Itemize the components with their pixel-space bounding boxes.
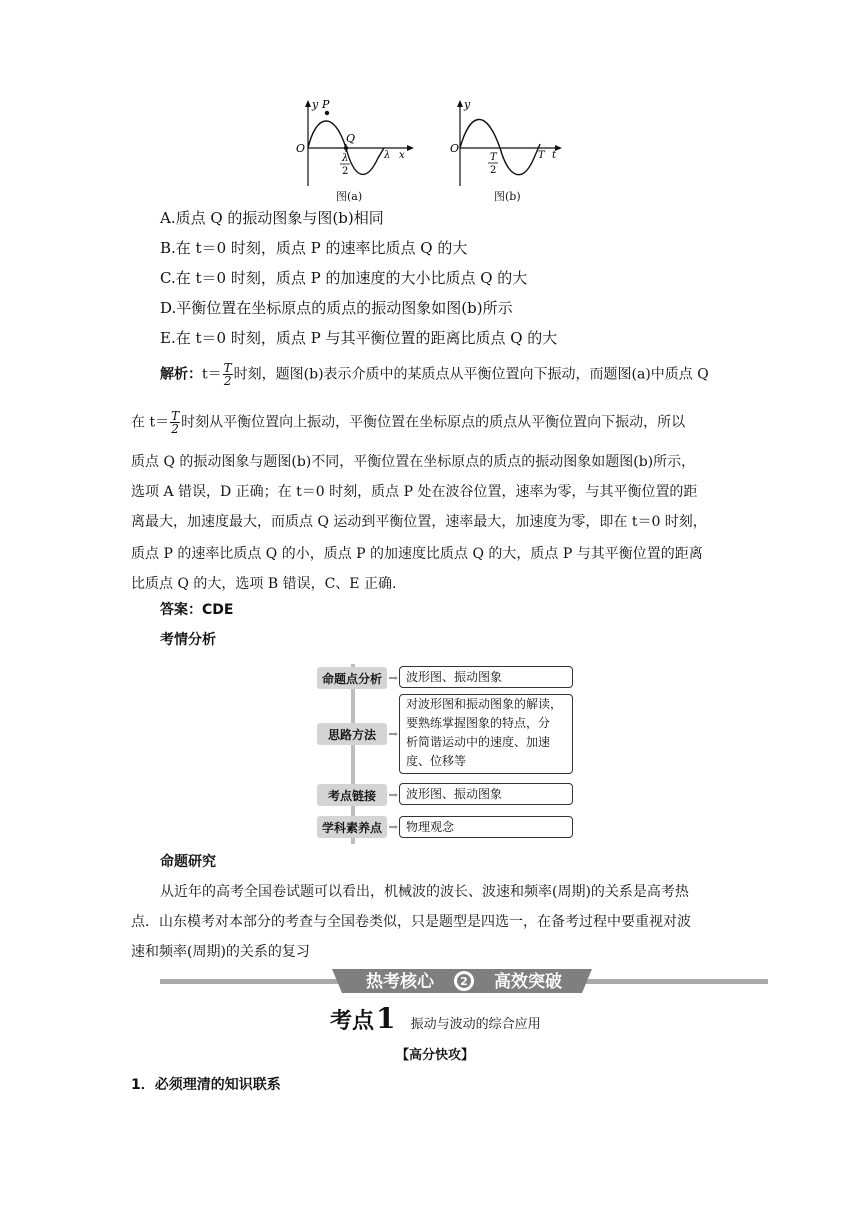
diagram-text-silu: 对波形图和振动图象的解读， 要熟练掌握图象的特点，分 析简谐运动中的速度、加速 度、位移等 — [399, 694, 573, 774]
fig-b-T-label: T — [538, 150, 545, 161]
fig-b-caption: 图(b) — [494, 190, 521, 203]
diagram-text-mingtidian: 波形图、振动图象 — [399, 666, 573, 688]
section-kaoqing: 考情分析 — [160, 632, 216, 648]
research-line-2: 点．山东模考对本部分的考查与全国卷类似，只是题型是四选一，在备考过程中要重视对波 — [131, 914, 691, 930]
fig-b-t-half-num: T — [490, 152, 497, 163]
fig-a-y-label: y — [312, 98, 319, 111]
fig-a-lambda-label: λ — [384, 150, 391, 161]
analysis-line-2: 在 t＝ $\frac{T}{2}$ 时刻从平衡位置向上振动，平衡位置在坐标原点的质点从平衡位置向下振动，所以 — [131, 409, 686, 436]
fig-a-origin-label: O — [296, 142, 306, 155]
research-line-1: 从近年的高考全国卷试题可以看出，机械波的波长、波速和频率(周期)的关系是高考热 — [160, 884, 689, 900]
fig-b-t-half-den: 2 — [490, 165, 497, 176]
fraction-t-half: $\frac{T}{2}$ — [223, 361, 232, 388]
diagram-text-kaodian: 波形图、振动图象 — [399, 783, 573, 805]
figure-b-vibration-graph — [448, 98, 568, 188]
arrow-icon — [389, 825, 398, 829]
analysis-line-7: 比质点 Q 的大，选项 B 错误，C、E 正确. — [131, 576, 397, 592]
diagram-label-mingtidian: 命题点分析 — [317, 667, 387, 689]
fig-a-q-label: Q — [346, 132, 356, 145]
diagram-label-kaodian: 考点链接 — [317, 784, 387, 806]
fig-b-y-label: y — [464, 98, 471, 111]
diagram-label-suyang: 学科素养点 — [317, 816, 387, 838]
kaodian-label: 考点 — [330, 1009, 375, 1034]
option-a: A.质点 Q 的振动图象与图(b)相同 — [160, 209, 384, 227]
arrow-icon — [389, 793, 398, 797]
kaodian-number: 1 — [376, 1002, 396, 1035]
analysis-line-3: 质点 Q 的振动图象与题图(b)不同，平衡位置在坐标原点的质点的振动图象如题图(b)所示， — [131, 454, 696, 470]
analysis-line-4: 选项 A 错误，D 正确；在 t＝0 时刻，质点 P 处在波谷位置，速率为零，与其平衡位置的距 — [131, 484, 698, 500]
option-e: E.在 t＝0 时刻，质点 P 与其平衡位置的距离比质点 Q 的大 — [160, 329, 558, 347]
fig-a-p-label: P — [322, 98, 330, 111]
fig-a-caption: 图(a) — [336, 190, 363, 203]
arrow-icon — [389, 676, 398, 680]
fig-a-lambda-half-num: λ — [342, 153, 349, 164]
section-mingti: 命题研究 — [160, 854, 216, 870]
item-1-heading: 1．必须理清的知识联系 — [131, 1077, 281, 1093]
analysis-label: 解析： — [160, 366, 202, 383]
research-line-3: 速和频率(周期)的关系的复习 — [131, 944, 310, 960]
analysis-line-5: 离最大，加速度最大，而质点 Q 运动到平衡位置，速率最大，加速度为零，即在 t＝0 时刻， — [131, 514, 707, 530]
gaofen-heading: 【高分快攻】 — [396, 1048, 475, 1063]
section-banner — [160, 968, 768, 994]
analysis-line-1: 解析：t＝ $\frac{T}{2}$ 时刻，题图(b)表示介质中的某质点从平衡位置向下振动，而题图(a)中质点 Q — [160, 361, 709, 388]
fig-a-x-label: x — [399, 150, 405, 161]
fig-b-origin-label: O — [450, 142, 460, 155]
fig-a-lambda-half-den: 2 — [342, 166, 349, 177]
arrow-icon — [389, 732, 398, 736]
figure-a-wave-graph — [290, 98, 420, 188]
analysis-line-6: 质点 P 的速率比质点 Q 的小，质点 P 的加速度比质点 Q 的大，质点 P 与其平衡位置的距离 — [131, 546, 703, 562]
diagram-label-silu: 思路方法 — [317, 723, 387, 745]
kaodian-heading — [330, 1002, 541, 1035]
diagram-text-suyang: 物理观念 — [399, 816, 573, 838]
kaodian-title: 振动与波动的综合应用 — [410, 1017, 541, 1032]
fig-b-t-label: t — [552, 150, 557, 161]
banner-right-text: 高效突破 — [494, 972, 562, 992]
banner-number: 2 — [460, 975, 468, 988]
fraction-t-half-2: $\frac{T}{2}$ — [171, 409, 180, 436]
answer-line: 答案：CDE — [160, 602, 234, 618]
option-c: C.在 t＝0 时刻，质点 P 的加速度的大小比质点 Q 的大 — [160, 269, 528, 287]
option-b: B.在 t＝0 时刻，质点 P 的速率比质点 Q 的大 — [160, 239, 468, 257]
banner-left-text: 热考核心 — [366, 972, 434, 992]
option-d: D.平衡位置在坐标原点的质点的振动图象如图(b)所示 — [160, 299, 513, 317]
